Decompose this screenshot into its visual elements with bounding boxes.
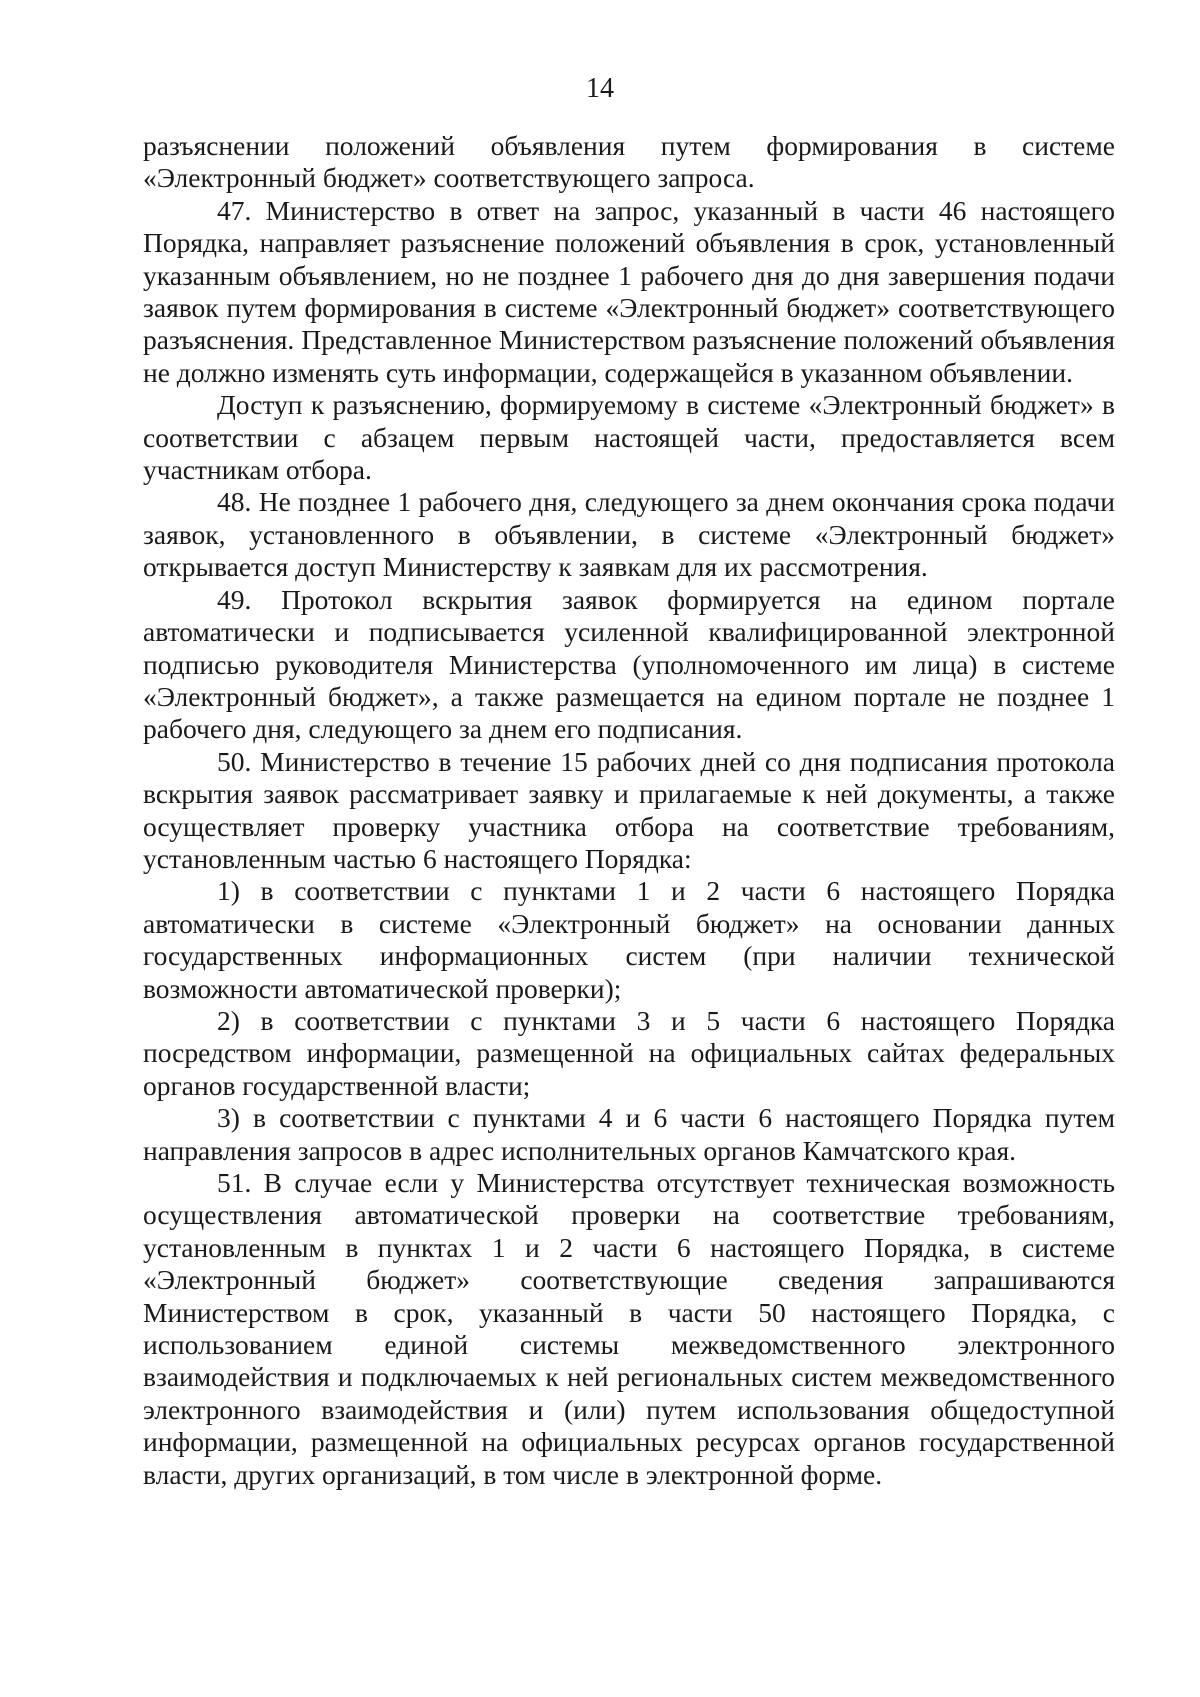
paragraph-50-item-3: 3) в соответствии с пунктами 4 и 6 части 6 настоящего Порядка путем направления запросов в адрес исполнительных органов Камчатского края. <box>143 1102 1115 1166</box>
paragraph-51: 51. В случае если у Министерства отсутствует техническая возможность осуществления автоматической проверки на соответствие требованиям, установленным в пунктах 1 и 2 части 6 настоящего Порядка, в системе «Электронный бюджет» соответствующие сведения запрашиваются Министерством в срок, указанный в части 50 настоящего Порядка, с использованием единой системы межведомственного электронного взаимодействия и подключаемых к ней региональных систем межведомственного электронного взаимодействия и (или) путем использования общедоступной информации, размещенной на официальных ресурсах органов государственной власти, других организаций, в том числе в электронной форме. <box>143 1167 1115 1490</box>
document-body <box>143 130 1115 1491</box>
paragraph-50-item-1: 1) в соответствии с пунктами 1 и 2 части 6 настоящего Порядка автоматически в системе «Электронный бюджет» на основании данных государственных информационных систем (при наличии технической возможности автоматической проверки); <box>143 875 1115 1004</box>
paragraph-50: 50. Министерство в течение 15 рабочих дней со дня подписания протокола вскрытия заявок рассматривает заявку и прилагаемые к ней документы, а также осуществляет проверку участника отбора на соответствие требованиям, установленным частью 6 настоящего Порядка: <box>143 745 1115 874</box>
page-number: 14 <box>586 73 614 104</box>
paragraph-48: 48. Не позднее 1 рабочего дня, следующего за днем окончания срока подачи заявок, установленного в объявлении, в системе «Электронный бюджет» открывается доступ Министерству к заявкам для их рассмотрения. <box>143 486 1115 583</box>
paragraph-50-item-2: 2) в соответствии с пунктами 3 и 5 части 6 настоящего Порядка посредством информации, размещенной на официальных сайтах федеральных органов государственной власти; <box>143 1004 1115 1101</box>
paragraph-49: 49. Протокол вскрытия заявок формируется на едином портале автоматически и подписывается усиленной квалифицированной электронной подписью руководителя Министерства (уполномоченного им лица) в системе «Электронный бюджет», а также размещается на едином портале не позднее 1 рабочего дня, следующего за днем его подписания. <box>143 583 1115 745</box>
paragraph-47-access: Доступ к разъяснению, формируемому в системе «Электронный бюджет» в соответствии с абзацем первым настоящей части, предоставляется всем участникам отбора. <box>143 389 1115 486</box>
paragraph-continuation: разъяснении положений объявления путем формирования в системе «Электронный бюджет» соответствующего запроса. <box>143 130 1115 194</box>
paragraph-47: 47. Министерство в ответ на запрос, указанный в части 46 настоящего Порядка, направляет разъяснение положений объявления в срок, установленный указанным объявлением, но не позднее 1 рабочего дня до дня завершения подачи заявок путем формирования в системе «Электронный бюджет» соответствующего разъяснения. Представленное Министерством разъяснение положений объявления не должно изменять суть информации, содержащейся в указанном объявлении. <box>143 194 1115 388</box>
